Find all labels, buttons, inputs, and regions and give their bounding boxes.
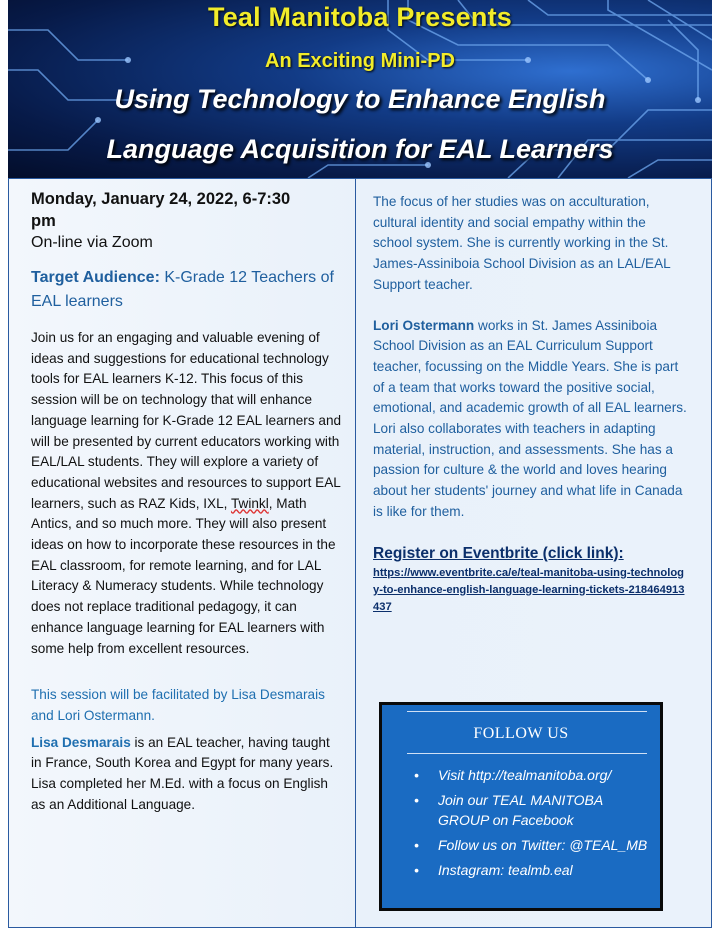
left-column xyxy=(31,188,343,815)
follow-item-twitter[interactable]: • Follow us on Twitter: @TEAL_MB xyxy=(414,837,648,853)
header-banner xyxy=(8,0,712,178)
banner-title: Teal Manitoba Presents xyxy=(208,2,512,32)
audience-label: Target Audience: xyxy=(31,269,160,286)
follow-item-facebook[interactable]: • Join our TEAL MANITOBA GROUP on Facebook xyxy=(414,792,603,828)
lisa-name: Lisa Desmarais xyxy=(31,734,131,750)
bullet-icon: • xyxy=(414,792,419,808)
lisa-bio-continued: The focus of her studies was on acculturation, cultural identity and social empathy within the school system. She is currently working in the St. James-Assiniboia School Division as an LAL/EAL Support teacher. xyxy=(373,194,671,292)
facilitators-note: This session will be facilitated by Lisa Desmarais and Lori Ostermann. xyxy=(31,687,325,723)
follow-item-instagram[interactable]: • Instagram: tealmb.eal xyxy=(414,862,573,878)
banner-subtitle: An Exciting Mini-PD xyxy=(265,50,455,72)
follow-top-rule xyxy=(407,711,647,712)
lisa-bio: Lisa Desmarais is an EAL teacher, having taught in France, South Korea and Egypt for many years. Lisa completed her M.Ed. with a focus on English as an Additional Language. xyxy=(31,734,334,812)
eventbrite-link[interactable]: https://www.eventbrite.ca/e/teal-manitoba-using-technology-to-enhance-english-language-learning-tickets-218464913437 xyxy=(373,566,685,613)
event-description: Join us for an engaging and valuable evening of ideas and suggestions for educational technology tools for EAL learners K-12. This focus of this session will be on technology that will enhance language learning for K-Grade 12 EAL learners and will be presented by current educators working with EAL/LAL students. They will explore a variety of educational websites and resources to support EAL learners, such as RAZ Kids, IXL, Twinkl, Math Antics, and so much more. They will also present ideas on how to incorporate these resources in the EAL classroom, for remote learning, and for LAL Literacy & Numeracy students. While technology does not replace traditional pedagogy, it can enhance language learning for EAL learners with some help from excellent resources. xyxy=(31,330,342,656)
follow-us-title: FOLLOW US xyxy=(473,725,569,742)
twinkl-text: Twinkl xyxy=(230,495,269,511)
lori-bio: Lori Ostermann works in St. James Assiniboia School Division as an EAL Curriculum Support teacher, focussing on the Middle Years. She is part of a team that works toward the positive social, emotional, and academic growth of all EAL learners. Lori also collaborates with teachers in adapting material, instruction, and assessments. She has a passion for culture & the world and loves hearing about her students' journey and what life in Canada is like for them. xyxy=(373,317,687,519)
bullet-icon: • xyxy=(414,837,419,853)
right-column xyxy=(373,192,688,616)
audience-text: K-Grade 12 Teachers of EAL learners xyxy=(31,269,334,310)
event-date: Monday, January 24, 2022, 6-7:30 pm xyxy=(31,190,291,230)
column-divider xyxy=(355,178,356,928)
bullet-icon: • xyxy=(414,767,419,783)
banner-heading-line2: Language Acquisition for EAL Learners xyxy=(106,134,614,164)
banner-heading-line1: Using Technology to Enhance English xyxy=(114,84,606,114)
follow-list xyxy=(414,765,654,885)
follow-bottom-rule xyxy=(407,753,647,754)
event-venue: On-line via Zoom xyxy=(31,234,153,251)
bullet-icon: • xyxy=(414,862,419,878)
lori-name: Lori Ostermann xyxy=(373,317,475,333)
follow-us-box xyxy=(379,702,663,911)
follow-item-website[interactable]: • Visit http://tealmanitoba.org/ xyxy=(414,767,612,783)
register-heading: Register on Eventbrite (click link): xyxy=(373,544,624,562)
target-audience xyxy=(31,266,343,314)
